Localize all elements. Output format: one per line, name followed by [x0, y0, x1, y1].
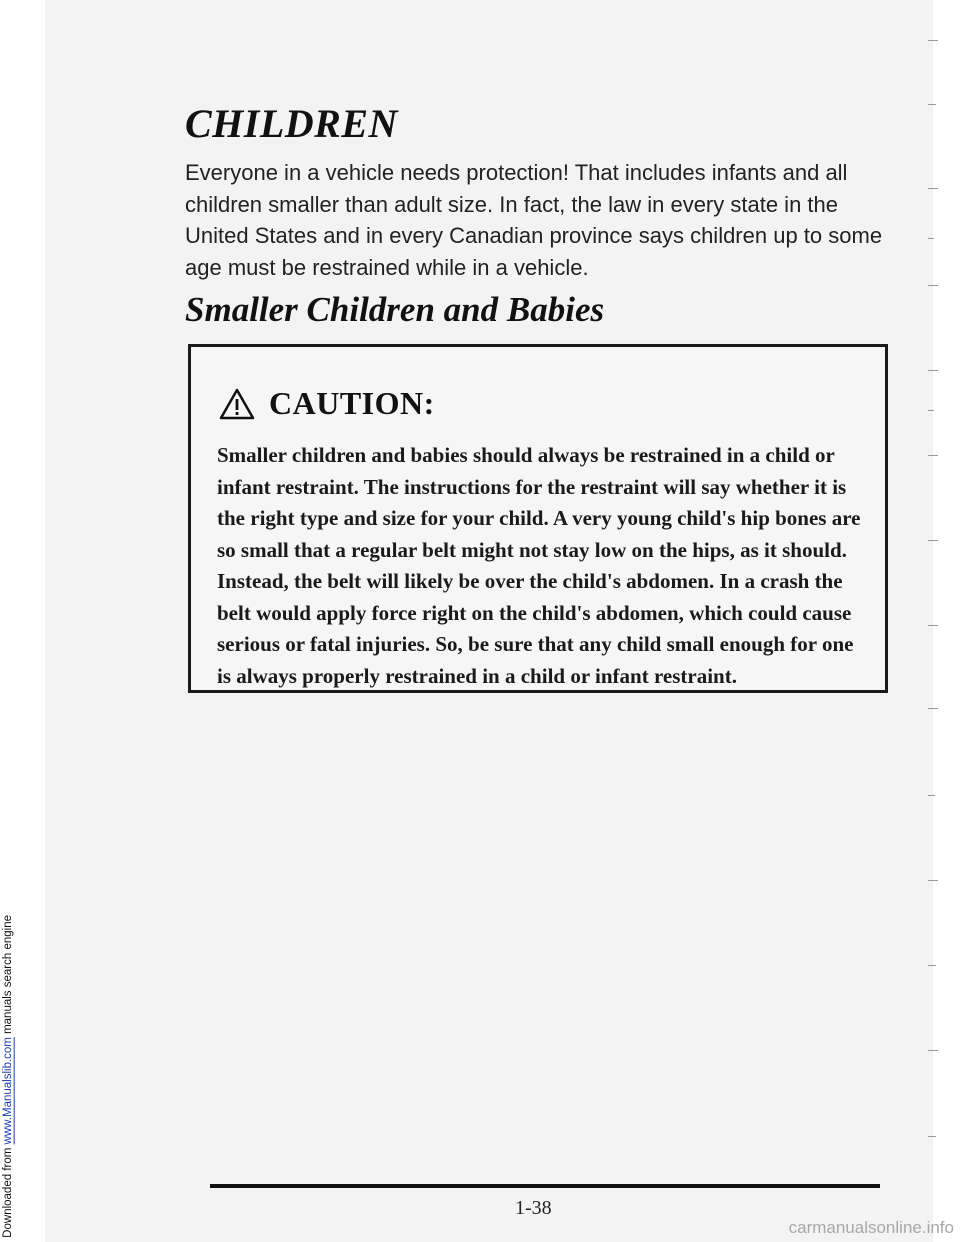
- edge-mark: [928, 104, 936, 105]
- edge-mark: [928, 880, 938, 881]
- download-banner-text: [2, 915, 14, 1238]
- edge-mark: [928, 708, 938, 709]
- caution-title: CAUTION:: [269, 385, 435, 421]
- edge-mark: [928, 285, 938, 286]
- edge-mark: [928, 1050, 938, 1051]
- intro-paragraph: Everyone in a vehicle needs protection! That includes infants and all children smaller than adult size. In fact, the law in every state in the United States and in every Canadian province says children up to some age must be restrained while in a vehicle.: [185, 160, 883, 280]
- section-heading: CHILDREN: [185, 101, 398, 146]
- caution-box: [188, 344, 888, 693]
- watermark: carmanualsonline.info: [788, 1218, 954, 1237]
- edge-mark: [928, 238, 934, 239]
- edge-mark: [928, 40, 938, 41]
- edge-mark: [928, 370, 938, 371]
- edge-mark: [928, 795, 935, 796]
- edge-mark: [928, 1136, 936, 1137]
- download-prefix: Downloaded from: [2, 1144, 14, 1238]
- edge-mark: [928, 625, 938, 626]
- page-number: 1-38: [515, 1197, 552, 1219]
- edge-mark: [928, 188, 938, 189]
- download-suffix: manuals search engine: [2, 915, 14, 1038]
- footer-rule: [210, 1184, 880, 1188]
- manual-page: [45, 0, 933, 1242]
- edge-mark: [928, 965, 936, 966]
- warning-triangle-icon: [219, 388, 255, 420]
- download-banner: [0, 0, 20, 1242]
- manualslib-link[interactable]: www.Manualslib.com: [2, 1037, 14, 1145]
- edge-mark: [928, 455, 938, 456]
- caution-header: [219, 385, 435, 422]
- caution-text: Smaller children and babies should always be restrained in a child or infant restraint. The instructions for the restraint will say whether it is the right type and size for your child. A very young child's hip bones are so small that a regular belt might not stay low on the hips, as it should. Instead, the belt will likely be over the child's abdomen. In a crash the belt would apply force right on the child's abdomen, which could cause serious or fatal injuries. So, be sure that any child small enough for one is always properly restrained in a child or infant restraint.: [217, 443, 861, 688]
- subsection-heading: Smaller Children and Babies: [185, 290, 605, 329]
- edge-mark: [928, 540, 938, 541]
- edge-mark: [928, 410, 934, 411]
- page-edge-marks: [928, 0, 948, 1242]
